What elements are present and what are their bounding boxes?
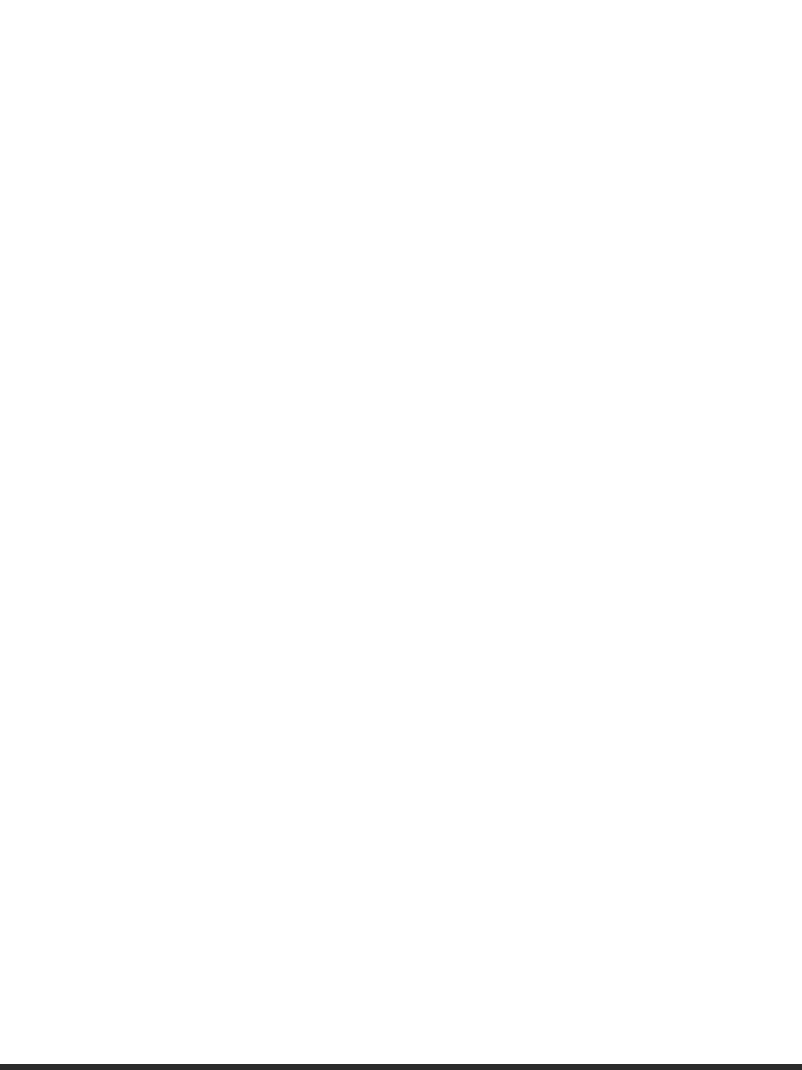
- bottom-edge-bar: [0, 1064, 802, 1070]
- manual-row-bottom: [0, 552, 802, 1062]
- manual-row-top: [0, 14, 802, 534]
